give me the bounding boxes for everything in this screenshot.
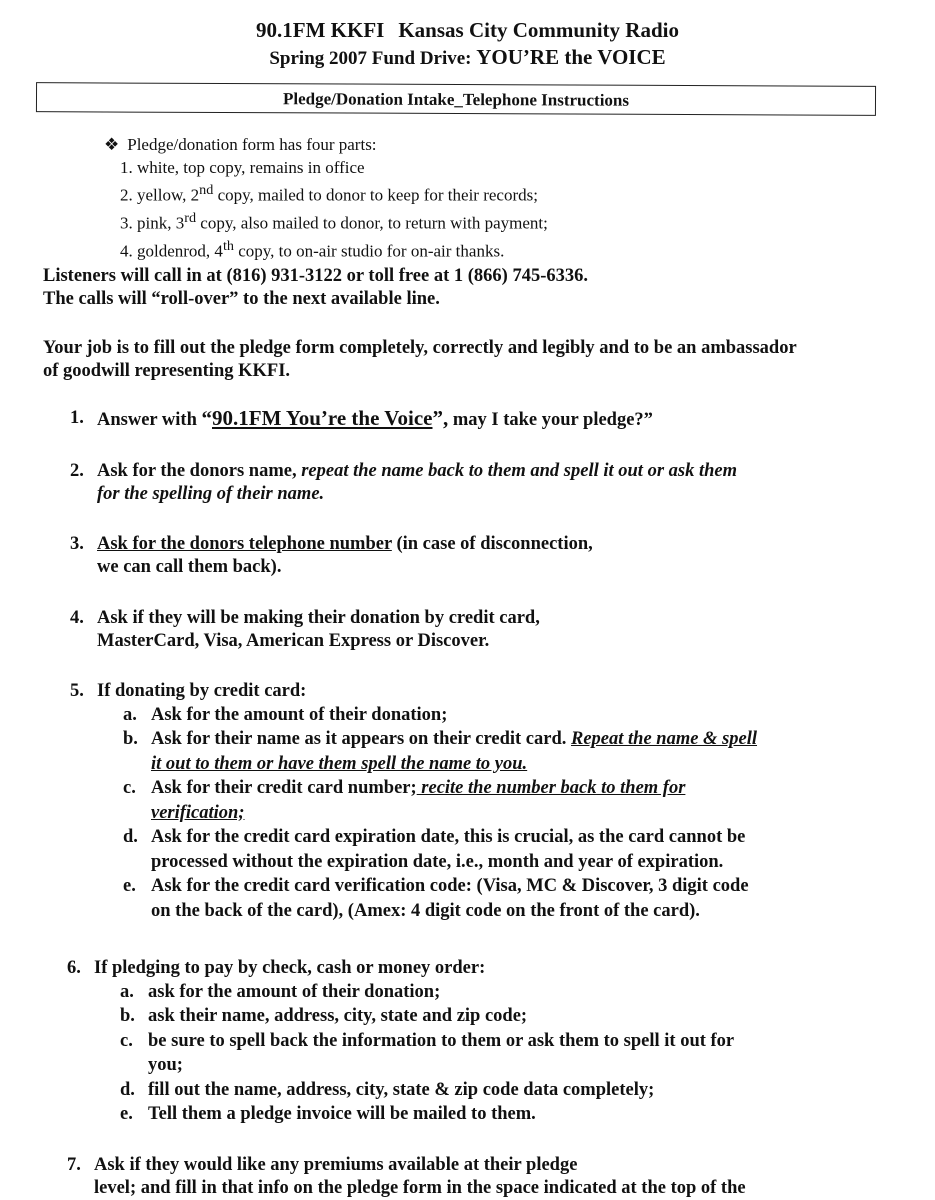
check-cash-substeps	[120, 980, 867, 1127]
step-number: 4.	[70, 608, 84, 628]
form-part-number: 2.	[120, 185, 133, 205]
substep-letter: e.	[120, 1104, 133, 1124]
substep-emphasis-line-2: it out to them or have them spell the name to you.	[151, 753, 528, 774]
substep	[123, 703, 870, 728]
form-part-text: yellow, 2	[137, 185, 200, 205]
step-text: If donating by credit card:	[97, 681, 307, 701]
quote-mark: ”,	[432, 406, 449, 430]
form-part-number: 3.	[120, 213, 133, 233]
calls-line-1: Listeners will call in at (816) 931-3122 or toll free at 1 (866) 745-6336.	[43, 266, 588, 286]
step-number: 7.	[67, 1155, 81, 1175]
substep-text: Ask for their name as it appears on their credit card.	[151, 729, 571, 749]
substep-text: fill out the name, address, city, state & zip code data completely;	[148, 1079, 655, 1100]
step-7	[67, 1154, 907, 1199]
step-6	[67, 957, 867, 1127]
header-line-2	[0, 45, 935, 70]
step-text: If pledging to pay by check, cash or money order:	[94, 958, 486, 978]
step-text-line-2: level; and fill in that info on the pledge form in the space indicated at the top of the	[94, 1177, 746, 1198]
job-paragraph	[43, 337, 797, 382]
form-part-text: white, top copy, remains in office	[137, 157, 365, 177]
substep	[120, 1004, 867, 1029]
step-text: (in case of disconnection,	[391, 534, 593, 554]
form-part-item	[104, 179, 548, 207]
fund-drive-slogan: YOU’RE the VOICE	[476, 45, 666, 69]
step-emphasis-line-2: for the spelling of their name.	[97, 483, 325, 504]
form-part-number: 1.	[120, 157, 133, 177]
substep-letter: d.	[123, 827, 138, 847]
form-part-text-rest: copy, also mailed to donor, to return with payment;	[196, 213, 548, 233]
substep-text: ask their name, address, city, state and zip code;	[148, 1006, 528, 1026]
quote-mark: “	[201, 406, 212, 430]
substep-letter: e.	[123, 876, 136, 896]
step-number: 2.	[70, 461, 84, 481]
step-number: 3.	[70, 534, 84, 554]
job-line-1: Your job is to fill out the pledge form completely, correctly and legibly and to be an ambassador	[43, 338, 797, 358]
substep-letter: a.	[120, 981, 134, 1002]
step-text-line-2: we can call them back).	[97, 556, 282, 577]
form-part-text-rest: copy, to on-air studio for on-air thanks.	[233, 241, 505, 261]
step-number: 5.	[70, 681, 84, 701]
substep-text-line-2: on the back of the card), (Amex: 4 digit code on the front of the card).	[151, 900, 700, 921]
step-number: 6.	[67, 958, 81, 978]
form-parts-intro	[104, 134, 548, 157]
calls-paragraph	[43, 265, 588, 310]
substep	[120, 1078, 867, 1103]
step-text-rest: may I take your pledge?”	[448, 410, 653, 430]
step-5	[70, 680, 870, 923]
document-title: Pledge/Donation Intake_Telephone Instructions	[36, 82, 876, 116]
step-text: Ask if they will be making their donation by credit card,	[97, 608, 540, 628]
substep-text: Ask for the amount of their donation;	[151, 704, 448, 725]
form-parts-section	[104, 134, 548, 263]
calls-line-2: The calls will “roll-over” to the next available line.	[43, 288, 440, 309]
document-header	[0, 18, 935, 70]
ordinal-suffix: rd	[184, 210, 197, 227]
substep-text: Ask for the credit card verification code: (Visa, MC & Discover, 3 digit code	[151, 876, 749, 896]
substep	[123, 776, 870, 825]
station-name: 90.1FM KKFI	[256, 18, 385, 42]
step-text: Answer with	[97, 410, 202, 430]
substep	[120, 1102, 867, 1127]
substep-emphasis: recite the number back to them for	[416, 778, 686, 798]
fund-drive-label: Spring 2007 Fund Drive:	[269, 48, 472, 69]
substep	[123, 825, 870, 874]
station-full-name: Kansas City Community Radio	[398, 18, 679, 42]
substep-text: ask for the amount of their donation;	[148, 981, 441, 1002]
substep-text-line-2: processed without the expiration date, i.e., month and year of expiration.	[151, 851, 724, 872]
ordinal-suffix: nd	[199, 182, 214, 198]
substep-text: Ask for their credit card number;	[151, 778, 417, 798]
substep-text-line-2: you;	[148, 1055, 183, 1075]
step-underlined-text: Ask for the donors telephone number	[97, 534, 392, 554]
substep-text: Tell them a pledge invoice will be mailed to them.	[148, 1104, 536, 1124]
substep-letter: c.	[123, 778, 136, 798]
header-line-1	[0, 18, 935, 43]
substep-letter: b.	[123, 729, 138, 749]
step-number: 1.	[70, 408, 84, 428]
step-1	[70, 407, 653, 432]
substep-emphasis: Repeat the name & spell	[571, 729, 758, 749]
step-text: Ask for the donors name,	[97, 461, 302, 481]
substep-emphasis-line-2: verification;	[151, 802, 245, 823]
substep	[123, 874, 870, 923]
step-text-line-2: MasterCard, Visa, American Express or Discover.	[97, 630, 490, 651]
step-emphasis: repeat the name back to them and spell it out or ask them	[301, 461, 737, 481]
form-part-item	[104, 235, 548, 263]
form-part-item	[104, 207, 548, 235]
form-part-text: pink, 3	[137, 213, 185, 233]
substep	[123, 727, 870, 776]
substep-letter: a.	[123, 704, 137, 725]
substep	[120, 1029, 867, 1078]
substep-text: be sure to spell back the information to them or ask them to spell it out for	[148, 1030, 735, 1051]
substep-text: Ask for the credit card expiration date, this is crucial, as the card cannot be	[151, 827, 746, 847]
step-4	[70, 607, 540, 652]
step-2	[70, 460, 737, 505]
substep-letter: b.	[120, 1006, 135, 1026]
ordinal-suffix: th	[222, 238, 234, 255]
step-text: Ask if they would like any premiums available at their pledge	[94, 1155, 578, 1175]
form-part-text: goldenrod, 4	[137, 241, 223, 261]
form-part-text-rest: copy, mailed to donor to keep for their records;	[213, 185, 538, 205]
form-part-number: 4.	[120, 241, 133, 261]
step-3	[70, 533, 593, 578]
substep-letter: c.	[120, 1030, 133, 1051]
form-part-item	[104, 157, 548, 180]
diamond-bullet-icon: ❖	[104, 135, 120, 154]
form-parts-intro-text: Pledge/donation form has four parts:	[127, 135, 377, 154]
job-line-2: of goodwill representing KKFI.	[43, 360, 291, 381]
greeting-phrase: 90.1FM You’re the Voice	[212, 406, 433, 430]
substep-letter: d.	[120, 1079, 135, 1100]
substep	[120, 980, 867, 1005]
credit-card-substeps	[123, 703, 870, 924]
